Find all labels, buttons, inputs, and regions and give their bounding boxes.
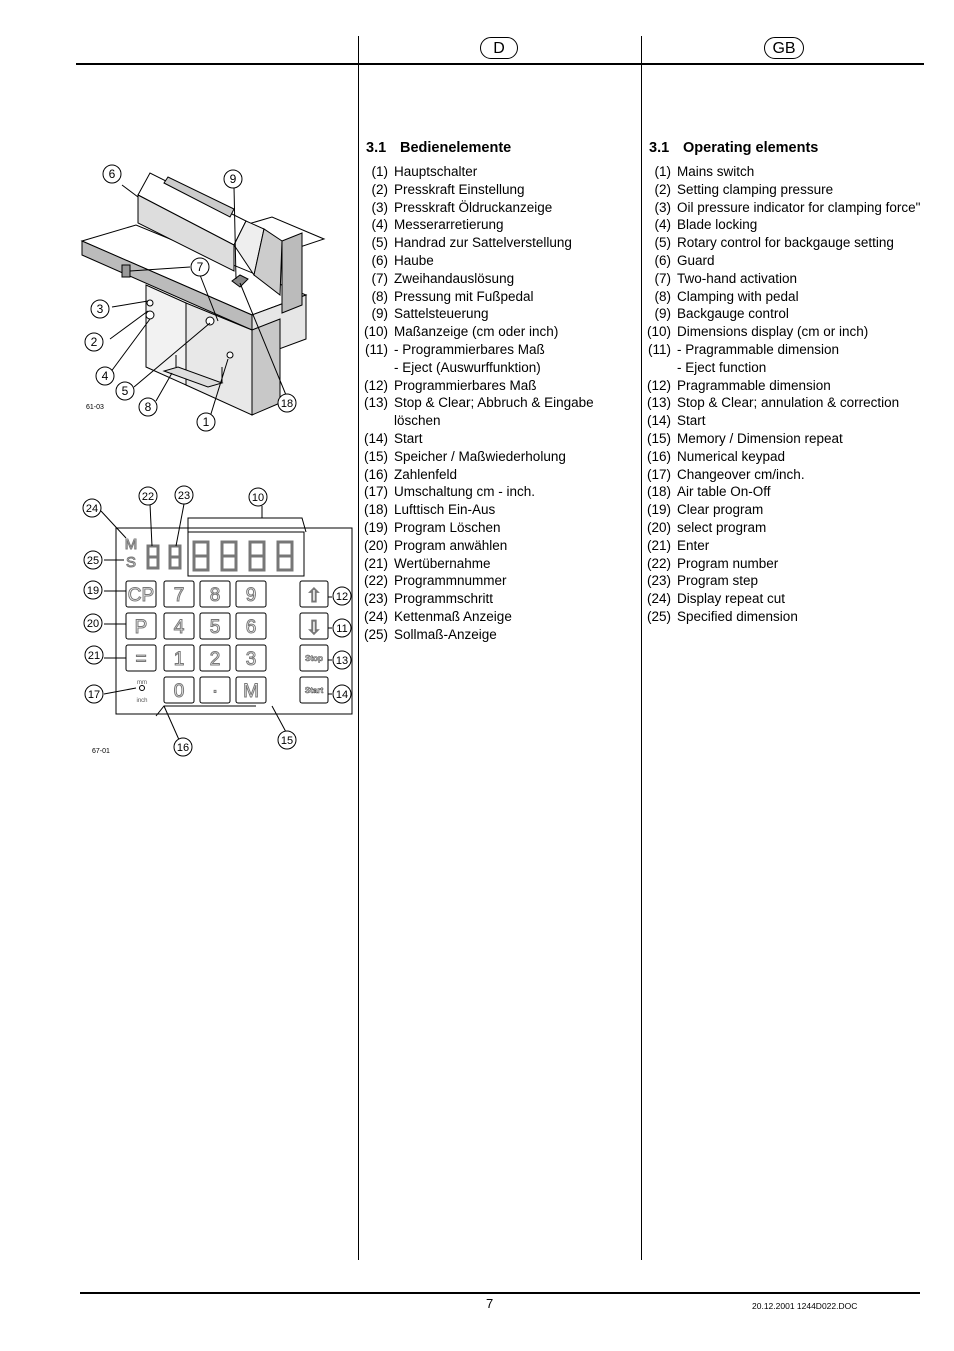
figure-code: 67-01 bbox=[92, 748, 110, 755]
callout-21: 21 bbox=[87, 650, 101, 662]
list-item bbox=[358, 199, 638, 217]
item-number: (10) bbox=[646, 324, 671, 340]
german-element-list bbox=[358, 163, 638, 644]
item-label: Programmnummer bbox=[394, 573, 507, 589]
item-label: Zahlenfeld bbox=[394, 466, 458, 482]
item-label: Memory / Dimension repeat bbox=[677, 430, 843, 446]
item-number: (3) bbox=[654, 199, 671, 215]
callout-3: 3 bbox=[96, 302, 104, 316]
key-7[interactable]: 7 bbox=[173, 585, 185, 606]
item-number: (8) bbox=[654, 288, 671, 304]
item-label: Setting clamping pressure bbox=[677, 181, 834, 197]
callout-16: 16 bbox=[176, 742, 190, 754]
item-label: Backgauge control bbox=[677, 306, 789, 322]
item-label: Start bbox=[677, 413, 706, 429]
list-item bbox=[358, 448, 638, 466]
list-item bbox=[358, 501, 638, 519]
callout-20: 20 bbox=[86, 618, 100, 630]
list-item bbox=[641, 305, 931, 323]
list-item bbox=[358, 466, 638, 484]
item-label: - Eject (Auswurffunktion) bbox=[394, 359, 541, 375]
item-number: (22) bbox=[646, 555, 671, 571]
item-label: Program Löschen bbox=[394, 519, 501, 535]
item-number: (20) bbox=[646, 519, 671, 535]
callout-1: 1 bbox=[202, 415, 210, 429]
list-item bbox=[641, 377, 931, 395]
item-label: - Pragrammable dimension bbox=[677, 341, 840, 357]
list-item bbox=[641, 555, 931, 573]
list-item bbox=[358, 252, 638, 270]
callout-9: 9 bbox=[229, 172, 237, 186]
callout-6: 6 bbox=[108, 167, 116, 181]
callout-10: 10 bbox=[251, 492, 265, 504]
item-label: Lufttisch Ein-Aus bbox=[394, 502, 496, 518]
item-number: (12) bbox=[646, 377, 671, 393]
list-item bbox=[358, 163, 638, 181]
unit-mm-label: mm bbox=[137, 680, 147, 686]
section-title-english bbox=[649, 140, 818, 156]
list-item bbox=[641, 163, 931, 181]
key-m[interactable]: M bbox=[243, 681, 259, 702]
lang-badge-english: GB bbox=[764, 37, 804, 59]
callout-19: 19 bbox=[86, 585, 100, 597]
item-label: Messerarretierung bbox=[394, 217, 504, 233]
list-item bbox=[358, 377, 638, 395]
list-item bbox=[641, 430, 931, 448]
footer-rule bbox=[80, 1292, 920, 1294]
item-label: Dimensions display (cm or inch) bbox=[677, 324, 869, 340]
item-number: (17) bbox=[363, 484, 388, 500]
item-label: - Eject function bbox=[677, 359, 767, 375]
key-4[interactable]: 4 bbox=[173, 617, 185, 638]
item-number: (13) bbox=[363, 395, 388, 411]
callout-8: 8 bbox=[144, 400, 152, 414]
item-label: Clamping with pedal bbox=[677, 288, 799, 304]
list-item bbox=[641, 288, 931, 306]
item-label: Programmierbares Maß bbox=[394, 377, 537, 393]
item-label: löschen bbox=[394, 413, 441, 429]
item-label: Display repeat cut bbox=[677, 591, 786, 607]
item-label: Presskraft Einstellung bbox=[394, 181, 525, 197]
item-number: (1) bbox=[654, 164, 671, 179]
item-number: (9) bbox=[371, 306, 388, 322]
item-label: Program step bbox=[677, 573, 759, 589]
list-item bbox=[358, 537, 638, 555]
item-label: Programmschritt bbox=[394, 591, 494, 607]
list-item bbox=[358, 181, 638, 199]
item-number: (5) bbox=[654, 235, 671, 251]
item-number: (23) bbox=[363, 591, 388, 607]
key-1[interactable]: 1 bbox=[173, 649, 185, 670]
item-number: (4) bbox=[654, 217, 671, 233]
item-label: Zweihandauslösung bbox=[394, 270, 515, 286]
item-label: Speicher / Maßwiederholung bbox=[394, 448, 566, 464]
item-number: (4) bbox=[371, 217, 388, 233]
item-label: - Programmierbares Maß bbox=[394, 341, 545, 357]
callout-2: 2 bbox=[90, 335, 98, 349]
item-label: Hauptschalter bbox=[394, 164, 478, 179]
callout-7: 7 bbox=[196, 260, 204, 274]
item-label: Changeover cm/inch. bbox=[677, 466, 805, 482]
callout-11: 11 bbox=[336, 623, 348, 635]
item-number: (20) bbox=[363, 537, 388, 553]
item-label: Handrad zur Sattelverstellung bbox=[394, 235, 572, 251]
list-item bbox=[641, 341, 931, 359]
list-item bbox=[641, 199, 931, 217]
key-stop[interactable]: Stop bbox=[305, 654, 323, 663]
item-number: (17) bbox=[646, 466, 671, 482]
item-number: (25) bbox=[363, 626, 388, 642]
item-label: Sollmaß-Anzeige bbox=[394, 626, 497, 642]
list-item bbox=[641, 181, 931, 199]
list-item bbox=[641, 270, 931, 288]
key-cp[interactable]: CP bbox=[127, 585, 155, 606]
key-start[interactable]: Start bbox=[304, 686, 324, 695]
item-label: Pragrammable dimension bbox=[677, 377, 831, 393]
item-number: (14) bbox=[363, 430, 388, 446]
item-number: (11) bbox=[647, 341, 671, 357]
list-item bbox=[641, 483, 931, 501]
item-label: Haube bbox=[394, 252, 434, 268]
item-label: Sattelsteuerung bbox=[394, 306, 489, 322]
memory-indicator: M bbox=[124, 536, 138, 553]
list-item bbox=[641, 537, 931, 555]
item-number: (24) bbox=[363, 608, 388, 624]
item-label: Pressung mit Fußpedal bbox=[394, 288, 534, 304]
item-label: Umschaltung cm - inch. bbox=[394, 484, 536, 500]
key-up-arrow[interactable]: ⇧ bbox=[306, 586, 322, 607]
page-number: 7 bbox=[486, 1296, 494, 1311]
item-number: (23) bbox=[646, 573, 671, 589]
item-label: Clear program bbox=[677, 502, 764, 518]
list-item bbox=[358, 216, 638, 234]
list-item bbox=[641, 448, 931, 466]
item-label: Program anwählen bbox=[394, 537, 508, 553]
section-heading: Bedienelemente bbox=[400, 140, 512, 156]
item-number: (18) bbox=[363, 502, 388, 518]
item-number: (25) bbox=[646, 608, 671, 624]
callout-13: 13 bbox=[335, 655, 349, 667]
item-number: (19) bbox=[646, 502, 671, 518]
list-item bbox=[641, 608, 931, 626]
document-meta: 20.12.2001 1244D022.DOC bbox=[752, 1301, 858, 1311]
callout-15: 15 bbox=[280, 735, 294, 747]
list-item bbox=[358, 519, 638, 537]
list-item bbox=[641, 323, 931, 341]
list-item bbox=[358, 590, 638, 608]
key-down-arrow[interactable]: ⇩ bbox=[306, 618, 322, 639]
setpoint-indicator: S bbox=[125, 554, 137, 571]
callout-25: 25 bbox=[86, 555, 100, 567]
item-number: (9) bbox=[654, 306, 671, 322]
item-number: (16) bbox=[363, 466, 388, 482]
list-item bbox=[358, 430, 638, 448]
list-item bbox=[358, 305, 638, 323]
item-number: (11) bbox=[364, 341, 388, 357]
item-number: (19) bbox=[363, 519, 388, 535]
callout-18: 18 bbox=[280, 398, 294, 410]
item-number: (6) bbox=[371, 252, 388, 268]
item-label: Two-hand activation bbox=[677, 270, 798, 286]
figure-code: 61-03 bbox=[86, 404, 104, 411]
callout-14: 14 bbox=[335, 689, 349, 701]
list-item bbox=[358, 608, 638, 626]
list-item bbox=[358, 483, 638, 501]
list-item bbox=[641, 501, 931, 519]
item-label: Maßanzeige (cm oder inch) bbox=[394, 324, 559, 340]
item-label: Stop & Clear; annulation & correction bbox=[677, 395, 900, 411]
item-label: Numerical keypad bbox=[677, 448, 786, 464]
item-number: (16) bbox=[646, 448, 671, 464]
item-label: Wertübernahme bbox=[394, 555, 491, 571]
item-number: (3) bbox=[371, 199, 388, 215]
item-number: (15) bbox=[363, 448, 388, 464]
header-divider-right bbox=[641, 36, 642, 64]
item-number: (13) bbox=[646, 395, 671, 411]
item-number: (24) bbox=[646, 591, 671, 607]
header-divider-left bbox=[358, 36, 359, 64]
list-item bbox=[641, 466, 931, 484]
item-number: (22) bbox=[363, 573, 388, 589]
item-number: (2) bbox=[371, 181, 388, 197]
list-item bbox=[358, 626, 638, 644]
control-panel-figure bbox=[76, 480, 356, 770]
list-item bbox=[641, 519, 931, 537]
lang-badge-german: D bbox=[480, 37, 518, 59]
item-number: (6) bbox=[654, 252, 671, 268]
callout-12: 12 bbox=[335, 591, 349, 603]
machine-figure bbox=[76, 155, 356, 445]
callout-4: 4 bbox=[101, 369, 109, 383]
section-number: 3.1 bbox=[366, 140, 387, 156]
list-item bbox=[358, 572, 638, 590]
key-5[interactable]: 5 bbox=[209, 617, 221, 638]
item-label: Specified dimension bbox=[677, 608, 798, 624]
item-number: (5) bbox=[371, 235, 388, 251]
list-item bbox=[641, 572, 931, 590]
item-label: Start bbox=[394, 430, 423, 446]
item-label: Guard bbox=[677, 252, 715, 268]
list-item bbox=[641, 252, 931, 270]
key-6[interactable]: 6 bbox=[245, 617, 257, 638]
key-p[interactable]: P bbox=[134, 617, 148, 638]
list-item bbox=[358, 234, 638, 252]
item-number: (21) bbox=[363, 555, 388, 571]
item-label: Kettenmaß Anzeige bbox=[394, 608, 512, 624]
list-item bbox=[358, 359, 638, 377]
item-label: Oil pressure indicator for clamping force" bbox=[677, 199, 921, 215]
item-label: Rotary control for backgauge setting bbox=[677, 235, 894, 251]
list-item bbox=[641, 412, 931, 430]
item-number: (15) bbox=[646, 430, 671, 446]
section-number: 3.1 bbox=[649, 140, 670, 156]
item-label: Program number bbox=[677, 555, 779, 571]
item-label: Stop & Clear; Abbruch & Eingabe bbox=[394, 395, 594, 411]
item-number: (10) bbox=[363, 324, 388, 340]
item-number: (18) bbox=[646, 484, 671, 500]
section-heading: Operating elements bbox=[683, 140, 819, 156]
item-label: Air table On-Off bbox=[677, 484, 771, 500]
list-item bbox=[358, 412, 638, 430]
list-item bbox=[641, 590, 931, 608]
key-3[interactable]: 3 bbox=[245, 649, 257, 670]
callout-24: 24 bbox=[85, 503, 99, 515]
list-item bbox=[358, 270, 638, 288]
list-item bbox=[358, 555, 638, 573]
list-item bbox=[641, 234, 931, 252]
item-number: (21) bbox=[646, 537, 671, 553]
callout-17: 17 bbox=[87, 689, 101, 701]
item-number: (1) bbox=[371, 164, 388, 179]
item-label: Presskraft Öldruckanzeige bbox=[394, 199, 553, 215]
callout-22: 22 bbox=[141, 491, 155, 503]
key-2[interactable]: 2 bbox=[209, 649, 221, 670]
item-number: (8) bbox=[371, 288, 388, 304]
item-number: (12) bbox=[363, 377, 388, 393]
list-item bbox=[641, 216, 931, 234]
unit-inch-label: inch bbox=[136, 698, 148, 704]
item-label: Blade locking bbox=[677, 217, 758, 233]
list-item bbox=[358, 394, 638, 412]
list-item bbox=[358, 341, 638, 359]
callout-5: 5 bbox=[121, 384, 129, 398]
item-label: select program bbox=[677, 519, 767, 535]
item-label: Mains switch bbox=[677, 164, 755, 179]
callout-23: 23 bbox=[177, 490, 191, 502]
item-number: (14) bbox=[646, 413, 671, 429]
header-rule bbox=[76, 63, 924, 65]
list-item bbox=[358, 288, 638, 306]
section-title-german bbox=[366, 140, 511, 156]
key-0[interactable]: 0 bbox=[173, 681, 185, 702]
list-item bbox=[641, 394, 931, 412]
list-item bbox=[641, 359, 931, 377]
key-9[interactable]: 9 bbox=[245, 585, 257, 606]
item-number: (7) bbox=[371, 270, 388, 286]
item-number: (7) bbox=[654, 270, 671, 286]
item-label: Enter bbox=[677, 537, 710, 553]
item-number: (2) bbox=[654, 181, 671, 197]
key-enter[interactable]: = bbox=[135, 649, 147, 670]
english-element-list bbox=[641, 163, 931, 626]
key-8[interactable]: 8 bbox=[209, 585, 221, 606]
list-item bbox=[358, 323, 638, 341]
key-dot[interactable]: · bbox=[211, 681, 219, 702]
